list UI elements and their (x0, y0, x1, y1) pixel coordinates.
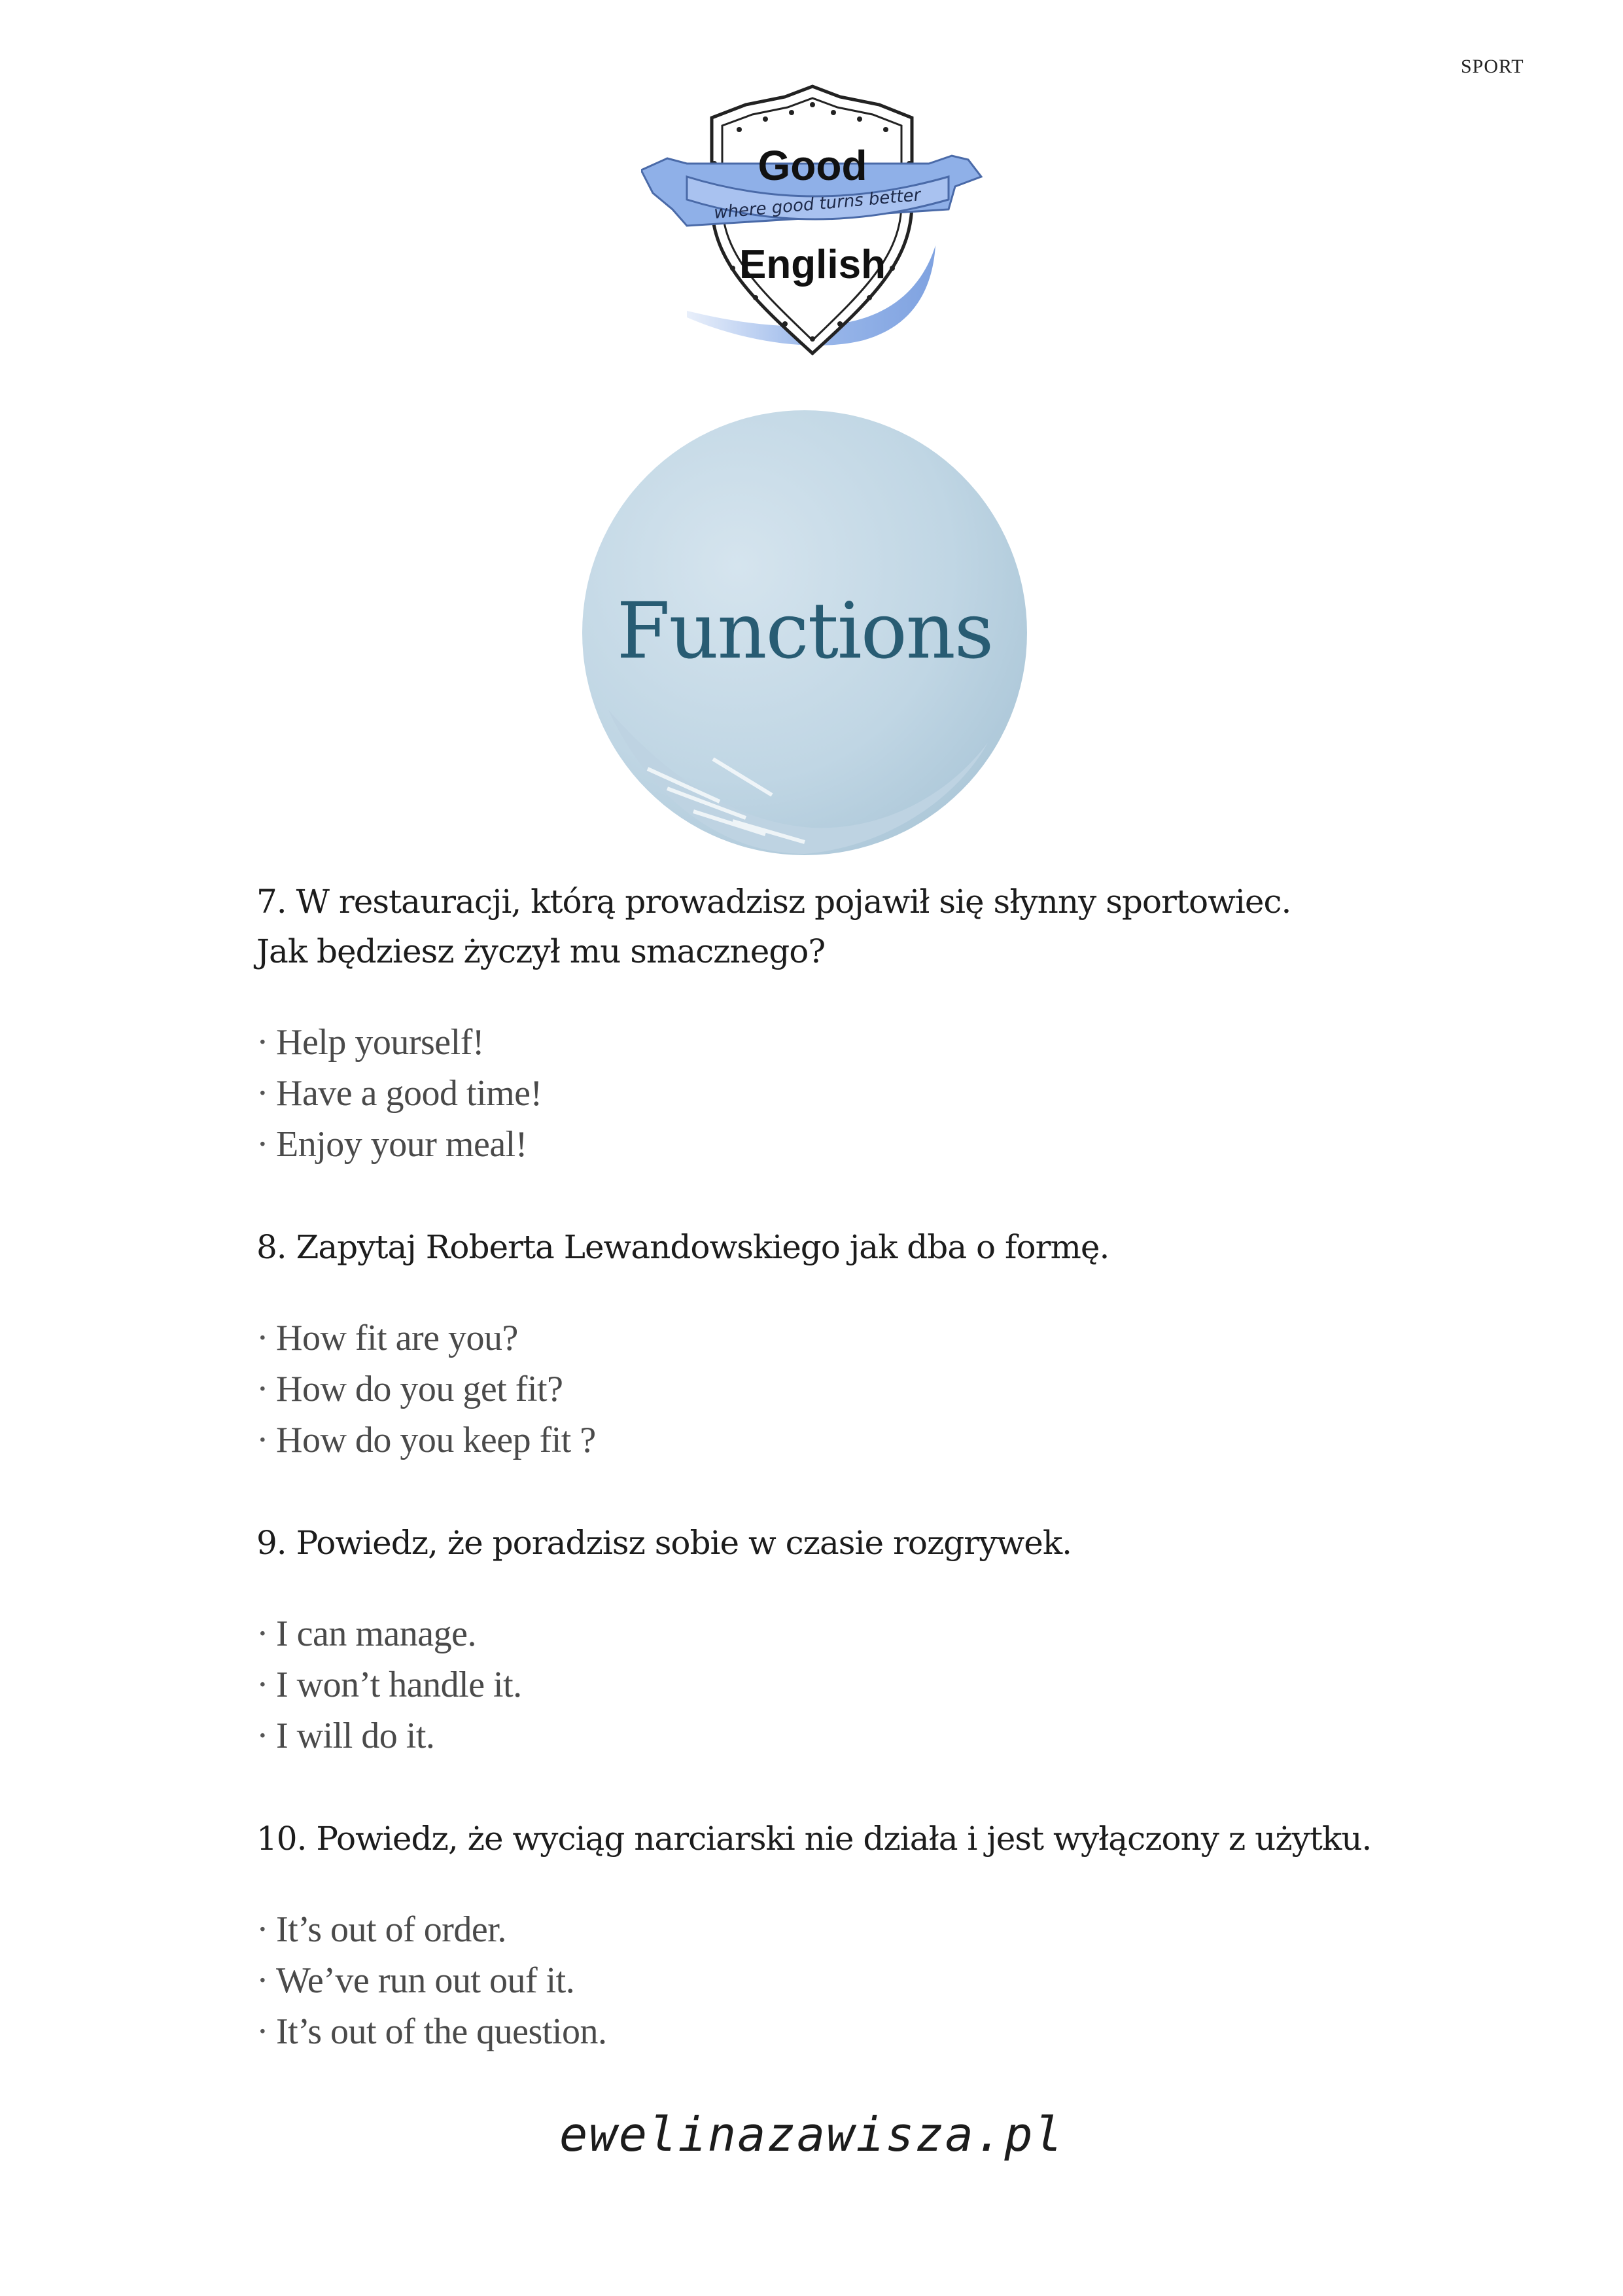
question-prompt (256, 877, 1434, 976)
option-text: Enjoy your meal! (276, 1124, 527, 1165)
prompt-line: 7. W restauracji, którą prowadzisz pojawił się słynny sportowiec. (256, 883, 1291, 921)
prompt-line: 10. Powiedz, że wyciąg narciarski nie działa i jest wyłączony z użytku. (256, 1820, 1372, 1858)
bullet-icon: · (256, 1716, 269, 1756)
bullet-icon: · (256, 2011, 269, 2052)
bullet-icon: · (256, 1665, 269, 1705)
option-item (256, 1710, 1434, 1761)
logo-bottom-word: English (739, 242, 886, 287)
option-item (256, 1119, 1434, 1170)
option-text: Have a good time! (276, 1073, 542, 1114)
category-label: SPORT (1461, 56, 1524, 77)
options-list (256, 1017, 1434, 1170)
options-list (256, 1313, 1434, 1466)
question-block-8 (256, 1222, 1434, 1466)
prompt-line: 8. Zapytaj Roberta Lewandowskiego jak dba o formę. (256, 1228, 1109, 1266)
bullet-icon: · (256, 1318, 269, 1358)
option-text: How do you get fit? (276, 1369, 563, 1409)
question-block-10 (256, 1814, 1434, 2057)
question-prompt (256, 1518, 1434, 1568)
footer-site-link[interactable]: ewelinazawisza.pl (559, 2107, 1064, 2162)
option-text: We’ve run out ouf it. (276, 1960, 575, 2001)
bullet-icon: · (256, 1073, 269, 1114)
option-text: I can manage. (276, 1614, 476, 1654)
bullet-icon: · (256, 1614, 269, 1654)
shield-logo-icon (641, 79, 994, 406)
option-item (256, 1068, 1434, 1119)
option-text: Help yourself! (276, 1022, 485, 1063)
option-text: How do you keep fit ? (276, 1420, 596, 1460)
option-item (256, 2006, 1434, 2057)
bullet-icon: · (256, 1022, 269, 1063)
good-english-logo (641, 79, 994, 406)
option-item (256, 1313, 1434, 1364)
options-list (256, 1608, 1434, 1761)
option-item (256, 1017, 1434, 1068)
bullet-icon: · (256, 1960, 269, 2001)
bullet-icon: · (256, 1369, 269, 1409)
option-item (256, 1904, 1434, 1955)
logo-top-word: Good (758, 142, 867, 189)
page-title: Functions (616, 586, 993, 676)
options-list (256, 1904, 1434, 2057)
bullet-icon: · (256, 1420, 269, 1460)
prompt-line: Jak będziesz życzył mu smacznego? (256, 932, 826, 970)
option-text: How fit are you? (276, 1318, 518, 1358)
option-item (256, 1955, 1434, 2006)
option-text: I won’t handle it. (276, 1665, 522, 1705)
question-prompt (256, 1222, 1434, 1272)
bullet-icon: · (256, 1124, 269, 1165)
question-prompt (256, 1814, 1434, 1863)
bullet-icon: · (256, 1909, 269, 1950)
option-item (256, 1659, 1434, 1710)
option-item (256, 1415, 1434, 1466)
option-text: It’s out of the question. (276, 2011, 607, 2052)
prompt-line: 9. Powiedz, że poradzisz sobie w czasie rozgrywek. (256, 1524, 1072, 1562)
hero-circle (569, 402, 1040, 874)
question-block-9 (256, 1518, 1434, 1761)
questions-list (256, 877, 1434, 2110)
option-item (256, 1608, 1434, 1659)
option-item (256, 1364, 1434, 1415)
option-text: I will do it. (276, 1716, 435, 1756)
logo-ribbon-text: where good turns better (713, 185, 922, 223)
option-text: It’s out of order. (276, 1909, 506, 1950)
question-block-7 (256, 877, 1434, 1170)
